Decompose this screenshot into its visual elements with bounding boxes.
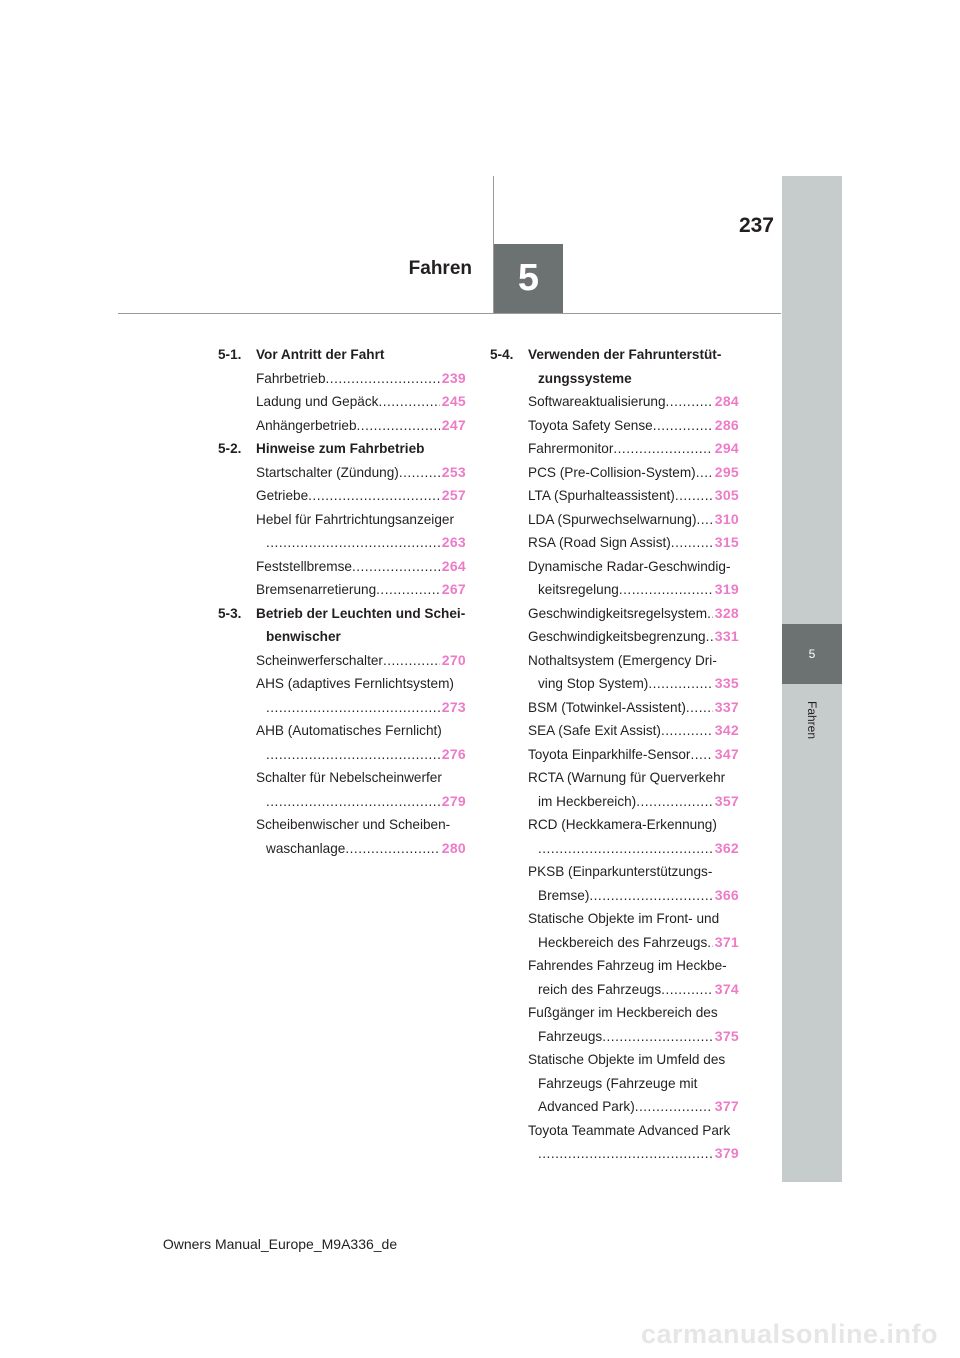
section-title-line: zungssysteme: [538, 370, 632, 386]
toc-entry-line: [528, 954, 739, 978]
side-tab-chapter[interactable]: 5: [782, 624, 842, 684]
page-reference-link[interactable]: 253: [441, 463, 466, 480]
toc-entry-line: [528, 719, 739, 743]
section-title-line: benwischer: [266, 629, 341, 644]
toc-entry-line: [528, 1025, 739, 1049]
toc-entry[interactable]: [490, 602, 739, 626]
page-reference-link[interactable]: 264: [441, 557, 466, 574]
page-reference-link[interactable]: 267: [441, 581, 466, 597]
page-reference-link[interactable]: 337: [714, 698, 739, 715]
toc-entry-line: [256, 508, 466, 532]
toc-entry-text: Hebel für Fahrtrichtungsanzeiger: [256, 511, 454, 527]
toc-entry[interactable]: [490, 766, 739, 813]
toc-entry-text: keitsregelung: [538, 582, 619, 597]
toc-entry[interactable]: [218, 484, 466, 508]
toc-entry-line: [528, 931, 739, 955]
dot-leader: [266, 790, 440, 814]
toc-entry-text: AHB (Automatisches Fernlicht): [256, 723, 442, 738]
toc-entry-text: Fußgänger im Heckbereich des: [528, 1005, 718, 1020]
toc-entry[interactable]: [490, 390, 739, 414]
toc-section-heading: [218, 602, 466, 649]
dot-leader: [696, 461, 713, 485]
toc-entry[interactable]: [218, 766, 466, 813]
dot-leader: [619, 578, 713, 602]
dot-leader: [690, 743, 712, 767]
toc-entry-text: Heckbereich des Fahrzeugs: [538, 934, 708, 950]
toc-entry[interactable]: [218, 649, 466, 673]
toc-entry-line: [256, 649, 466, 673]
toc-entry-text: Anhängerbetrieb: [256, 417, 357, 433]
toc-entry-line: [256, 837, 466, 861]
toc-section-heading: [218, 437, 466, 461]
toc-entry[interactable]: [490, 696, 739, 720]
toc-entry-text: BSM (Totwinkel-Assistent): [528, 699, 686, 715]
page-reference-link[interactable]: 335: [714, 675, 739, 691]
dot-leader: [613, 437, 712, 461]
toc-entry-text: Statische Objekte im Front- und: [528, 911, 720, 926]
dot-leader: [686, 696, 713, 720]
toc-entry-text: Ladung und Gepäck: [256, 394, 379, 409]
toc-entry[interactable]: [490, 1048, 739, 1119]
toc-entry-text: waschanlage: [266, 840, 346, 856]
dot-leader: [661, 978, 713, 1002]
page-reference-link[interactable]: 310: [714, 510, 739, 527]
dot-leader: [308, 484, 440, 508]
toc-entry-text: Startschalter (Zündung): [256, 464, 399, 480]
dot-leader: [697, 508, 713, 532]
section-title-line: Verwenden der Fahrunterstüt-: [528, 347, 722, 362]
toc-entry[interactable]: [490, 860, 739, 907]
toc-right-column: [490, 343, 739, 1166]
toc-entry-line: [528, 555, 739, 579]
dot-leader: [671, 531, 713, 555]
toc-entry-line: [528, 602, 739, 626]
toc-entry-line: [528, 531, 739, 555]
chapter-title: Fahren: [408, 258, 472, 279]
toc-entry-text: LTA (Spurhalteassistent): [528, 488, 675, 503]
page-reference-link[interactable]: 362: [714, 839, 739, 856]
toc-entry-text: PKSB (Einparkunterstützungs-: [528, 864, 713, 879]
dot-leader: [675, 484, 713, 508]
toc-entry-line: [528, 437, 739, 461]
toc-entry-line: [528, 578, 739, 602]
toc-entry-line: [528, 790, 739, 814]
toc-entry-text: ving Stop System): [538, 676, 649, 691]
section-title-line: Betrieb der Leuchten und Schei-: [256, 605, 466, 621]
toc-entry-text: Softwareaktualisierung: [528, 394, 666, 409]
page-reference-link[interactable]: 331: [714, 628, 739, 644]
toc-entry[interactable]: [490, 719, 739, 743]
toc-entry-text: RSA (Road Sign Assist): [528, 535, 671, 550]
section-title: [256, 437, 466, 461]
toc-entry[interactable]: [218, 555, 466, 579]
toc-entry[interactable]: [218, 461, 466, 485]
page-reference-link[interactable]: 371: [714, 933, 739, 950]
toc-entry-line: [528, 1072, 739, 1096]
toc-entry[interactable]: [218, 508, 466, 555]
page-number: 237: [738, 214, 774, 237]
toc-entry[interactable]: [490, 743, 739, 767]
toc-entry-text: Geschwindigkeitsregelsystem: [528, 605, 708, 621]
toc-entry-text: Statische Objekte im Umfeld des: [528, 1052, 726, 1067]
toc-entry-text: Toyota Einparkhilfe-Sensor: [528, 746, 691, 762]
toc-entry-line: [256, 555, 466, 579]
toc-entry-line: [528, 508, 739, 532]
toc-entry[interactable]: [218, 578, 466, 602]
section-number: 5-4.: [490, 347, 514, 362]
toc-entry-line: [528, 672, 739, 696]
toc-entry-line: [528, 696, 739, 720]
toc-entry-line: [528, 1001, 739, 1025]
dot-leader: [352, 555, 440, 579]
toc-left-column: [218, 343, 466, 860]
dot-leader: [376, 578, 440, 602]
toc-entry-text: Advanced Park): [538, 1099, 635, 1114]
page-reference-link[interactable]: 294: [714, 440, 739, 456]
toc-entry-line: [256, 743, 466, 767]
dot-leader: [589, 884, 712, 908]
toc-entry[interactable]: [490, 531, 739, 555]
toc-entry-line: [528, 461, 739, 485]
toc-entry-text: Bremse): [538, 887, 590, 903]
toc-entry[interactable]: [490, 508, 739, 532]
section-title: [256, 602, 466, 649]
toc-entry-text: Nothaltsystem (Emergency Dri-: [528, 652, 717, 668]
page-reference-link[interactable]: 366: [714, 886, 739, 903]
page-reference-link[interactable]: 379: [714, 1145, 739, 1161]
toc-entry[interactable]: [490, 813, 739, 860]
page-reference-link[interactable]: 295: [714, 463, 739, 480]
toc-entry-line: [256, 719, 466, 743]
toc-entry-line: [528, 978, 739, 1002]
page-reference-link[interactable]: 328: [714, 604, 739, 621]
page-reference-link[interactable]: 270: [441, 651, 466, 668]
dot-leader: [266, 531, 440, 555]
dot-leader: [326, 367, 440, 391]
page-reference-link[interactable]: 377: [714, 1098, 739, 1114]
page-reference-link[interactable]: 319: [714, 581, 739, 597]
page-reference-link[interactable]: 315: [714, 534, 739, 550]
dot-leader: [357, 414, 440, 438]
toc-entry-line: [528, 649, 739, 673]
section-number: 5-2.: [218, 441, 242, 456]
toc-entry[interactable]: [490, 954, 739, 1001]
toc-entry-line: [528, 484, 739, 508]
toc-entry-text: RCTA (Warnung für Querverkehr: [528, 770, 726, 785]
dot-leader: [653, 414, 713, 438]
toc-entry-text: Bremsenarretierung: [256, 582, 377, 597]
toc-entry-line: [528, 884, 739, 908]
toc-entry-line: [528, 625, 739, 649]
page-reference-link[interactable]: 305: [714, 487, 739, 503]
dot-leader: [266, 696, 440, 720]
toc-entry-line: [256, 367, 466, 391]
toc-entry-text: SEA (Safe Exit Assist): [528, 723, 661, 738]
toc-entry-line: [528, 1048, 739, 1072]
toc-entry-line: [256, 696, 466, 720]
toc-entry-text: PCS (Pre-Collision-System): [528, 464, 696, 480]
toc-entry-text: Feststellbremse: [256, 558, 352, 574]
toc-entry-line: [256, 766, 466, 790]
toc-entry-line: [256, 531, 466, 555]
toc-entry[interactable]: [490, 907, 739, 954]
toc-entry[interactable]: [490, 461, 739, 485]
page-reference-link[interactable]: 273: [441, 698, 466, 715]
toc-entry[interactable]: [218, 367, 466, 391]
toc-entry-text: Scheinwerferschalter: [256, 652, 383, 668]
toc-entry-text: Geschwindigkeitsbegrenzung: [528, 629, 706, 644]
toc-entry[interactable]: [218, 672, 466, 719]
toc-entry-text: Schalter für Nebelscheinwerfer: [256, 770, 442, 785]
toc-entry-line: [528, 743, 739, 767]
page-reference-link[interactable]: 279: [441, 792, 466, 809]
toc-entry[interactable]: [218, 813, 466, 860]
dot-leader: [661, 719, 713, 743]
toc-entry[interactable]: [490, 555, 739, 602]
page-reference-link[interactable]: 342: [714, 722, 739, 738]
footer: [0, 1236, 960, 1252]
toc-entry-line: [256, 414, 466, 438]
side-tab-label: Fahren: [805, 700, 819, 740]
page-reference-link[interactable]: 276: [441, 745, 466, 762]
toc-entry[interactable]: [490, 1001, 739, 1048]
section-title: [256, 343, 466, 367]
page-reference-link[interactable]: 257: [441, 487, 466, 503]
toc-entry[interactable]: [218, 719, 466, 766]
toc-entry[interactable]: [490, 437, 739, 461]
toc-entry-text: Fahrendes Fahrzeug im Heckbe-: [528, 958, 727, 973]
section-title-line: Hinweise zum Fahrbetrieb: [256, 441, 425, 456]
toc-entry-line: [528, 1095, 739, 1119]
toc-entry-line: [256, 790, 466, 814]
section-title: [528, 343, 739, 390]
toc-entry-text: im Heckbereich): [538, 793, 637, 809]
page-reference-link[interactable]: 347: [714, 745, 739, 762]
toc-entry[interactable]: [218, 390, 466, 414]
dot-leader: [538, 1142, 713, 1166]
toc-entry-line: [528, 766, 739, 790]
toc-entry[interactable]: [490, 1119, 739, 1166]
toc-entry-line: [528, 1119, 739, 1143]
toc-entry-text: RCD (Heckkamera-Erkennung): [528, 817, 717, 832]
page-reference-link[interactable]: 239: [441, 369, 466, 386]
toc-entry-line: [256, 390, 466, 414]
dot-leader: [635, 1095, 713, 1119]
toc-entry-text: Fahrzeugs (Fahrzeuge mit: [538, 1075, 698, 1091]
toc-entry-line: [528, 813, 739, 837]
dot-leader: [538, 837, 713, 861]
toc-entry-text: Fahrbetrieb: [256, 370, 326, 386]
toc-entry[interactable]: [490, 484, 739, 508]
toc-entry-line: [256, 813, 466, 837]
dot-leader: [383, 649, 440, 673]
toc-entry-text: Scheibenwischer und Scheiben-: [256, 817, 451, 832]
footer-text: Owners Manual_Europe_M9A336_de: [162, 1236, 398, 1252]
toc-entry-line: [256, 578, 466, 602]
toc-entry-line: [256, 672, 466, 696]
toc-entry-text: Dynamische Radar-Geschwindig-: [528, 558, 731, 574]
page-reference-link[interactable]: 280: [441, 839, 466, 856]
dot-leader: [666, 390, 713, 414]
page-reference-link[interactable]: 357: [714, 792, 739, 809]
toc-entry-text: LDA (Spurwechselwarnung): [528, 511, 697, 527]
page-reference-link[interactable]: 375: [714, 1027, 739, 1044]
toc-entry[interactable]: [490, 414, 739, 438]
watermark: carmanualsonline.info: [640, 1319, 938, 1349]
toc-entry-line: [256, 484, 466, 508]
toc-section-heading: [490, 343, 739, 390]
dot-leader: [648, 672, 712, 696]
toc-entry[interactable]: [490, 625, 739, 649]
toc-entry-text: AHS (adaptives Fernlichtsystem): [256, 676, 454, 691]
toc-entry-line: [256, 461, 466, 485]
toc-entry-line: [528, 860, 739, 884]
page-reference-link[interactable]: 245: [441, 393, 466, 409]
toc-entry[interactable]: [218, 414, 466, 438]
dot-leader: [378, 390, 439, 414]
chapter-number-box: 5: [494, 244, 563, 313]
dot-leader: [399, 461, 440, 485]
toc-entry-text: Getriebe: [256, 488, 309, 503]
toc-entry-line: [528, 907, 739, 931]
toc-entry-line: [528, 1142, 739, 1166]
page-reference-link[interactable]: 247: [441, 416, 466, 433]
dot-leader: [345, 837, 439, 861]
section-number: 5-3.: [218, 605, 242, 621]
dot-leader: [706, 625, 713, 649]
section-title-line: Vor Antritt der Fahrt: [256, 347, 385, 362]
section-number: 5-1.: [218, 347, 242, 362]
page-reference-link[interactable]: 286: [714, 416, 739, 433]
toc-section-heading: [218, 343, 466, 367]
dot-leader: [602, 1025, 713, 1049]
page-reference-link[interactable]: 284: [714, 393, 739, 409]
header-horizontal-rule: [118, 313, 781, 314]
toc-entry-text: Toyota Safety Sense: [528, 417, 653, 433]
page-reference-link[interactable]: 263: [441, 534, 466, 550]
page-reference-link[interactable]: 374: [714, 980, 739, 997]
dot-leader: [636, 790, 713, 814]
toc-entry-line: [528, 390, 739, 414]
toc-entry-text: Toyota Teammate Advanced Park: [528, 1122, 731, 1138]
toc-entry-line: [528, 837, 739, 861]
toc-entry[interactable]: [490, 649, 739, 696]
toc-entry-text: Fahrzeugs: [538, 1028, 603, 1044]
toc-entry-line: [528, 414, 739, 438]
toc-entry-text: Fahrermonitor: [528, 441, 614, 456]
dot-leader: [266, 743, 440, 767]
toc-entry-text: reich des Fahrzeugs: [538, 981, 662, 997]
